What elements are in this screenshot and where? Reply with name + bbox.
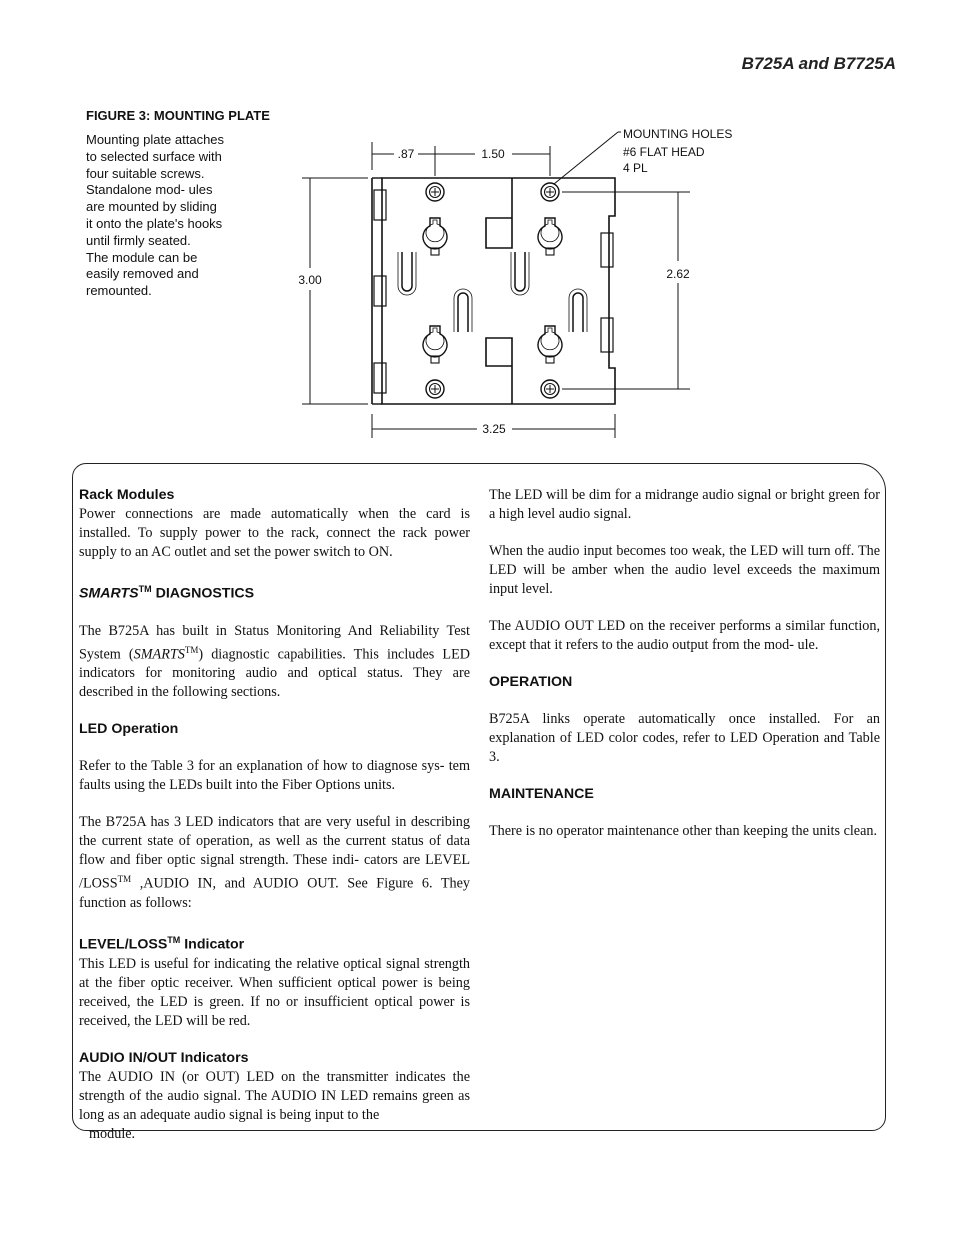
section-heading-audio-indicators: AUDIO IN/OUT Indicators [79,1049,249,1066]
operation-text: B725A links operate automatically once installed. For an explanation of LED color codes, refer to LED Operation and Table 3. [489,711,880,765]
dimension-label: 2.62 [666,267,690,281]
right-column [489,486,880,841]
dimension-label: 3.00 [298,273,322,287]
led-weak-signal-text: When the audio input becomes too weak, the LED will turn off. The LED will be amber when the audio level exceeds the maximum input level. [489,543,880,597]
led-indicators-text: The B725A has 3 LED indicators that are very useful in describing the current state of operation, as well as the current status of data flow and fiber optic signal strength. These indi- cators are LEVEL /LOSS™ ,AUDIO IN, and AUDIO OUT. See Figure 6. They function as follows: [79,814,470,912]
led-operation-text: Refer to the Table 3 for an explanation of how to diagnose sys- tem faults using the LEDs built into the Fiber Options units. [79,758,470,794]
section-heading-smarts: SMARTS™ DIAGNOSTICS [79,584,255,602]
dimension-label: .87 [397,147,415,161]
callout-text: 4 PL [623,161,648,175]
section-heading-rack-modules: Rack Modules [79,487,175,503]
figure-description [86,132,226,300]
figure-caption: FIGURE 3: MOUNTING PLATE [86,108,270,123]
figure-description-line: The module can be easily removed and remounted. [86,249,199,299]
left-column [79,486,470,1144]
led-brightness-text: The LED will be dim for a midrange audio signal or bright green for a high level audio signal. [489,487,880,522]
figure-description-line: Standalone mod- ules are mounted by sliding it onto the plate's hooks until firmly seated. [86,182,223,248]
figure-description-line: Mounting plate attaches to selected surface with four suitable screws. [86,132,225,181]
callout-text: #6 FLAT HEAD [623,145,705,159]
section-heading-level-loss: LEVEL/LOSS™ Indicator [79,935,245,953]
mounting-plate-diagram [290,118,740,443]
tab-slot [374,190,386,220]
dimension-label: 3.25 [482,422,506,436]
audio-indicators-text: The AUDIO IN (or OUT) LED on the transmitter indicates the strength of the audio signal. The AUDIO IN LED remains green as long as an adequate audio signal is being input to the [79,1068,470,1123]
maintenance-text: There is no operator maintenance other than keeping the units clean. [489,823,878,839]
tab-slot [374,363,386,393]
dimension-label: 1.50 [481,147,505,161]
smarts-text: The B725A has built in Status Monitoring And Reliability Test System (SMARTS™) diagnostic capabilities. This includes LED indicators for monitoring audio and optical status. They are described in the following sections. [79,622,470,701]
audio-indicators-text-end: module. [89,1125,136,1142]
callout-text: MOUNTING HOLES [623,127,733,141]
rack-modules-text: Power connections are made automatically when the card is installed. To supply power to the rack, connect the rack power supply to an AC outlet and set the power switch to ON. [79,506,470,560]
section-heading-led-operation: LED Operation [79,721,179,738]
plate-outline [382,178,615,404]
section-heading-operation: OPERATION [489,674,573,690]
tab-slot [601,318,613,352]
document-header-title: B725A and B7725A [741,54,896,73]
tab-slot [374,276,386,306]
tab-slot [601,233,613,267]
audio-out-text: The AUDIO OUT LED on the receiver performs a similar function, except that it refers to the audio output from the mod- ule. [489,618,880,653]
section-heading-maintenance: MAINTENANCE [489,786,594,802]
level-loss-text: This LED is useful for indicating the relative optical signal strength at the fiber optic receiver. When sufficient optical power is being received, the LED is green. If no or insufficient optical power is received, the LED will be red. [79,955,470,1029]
